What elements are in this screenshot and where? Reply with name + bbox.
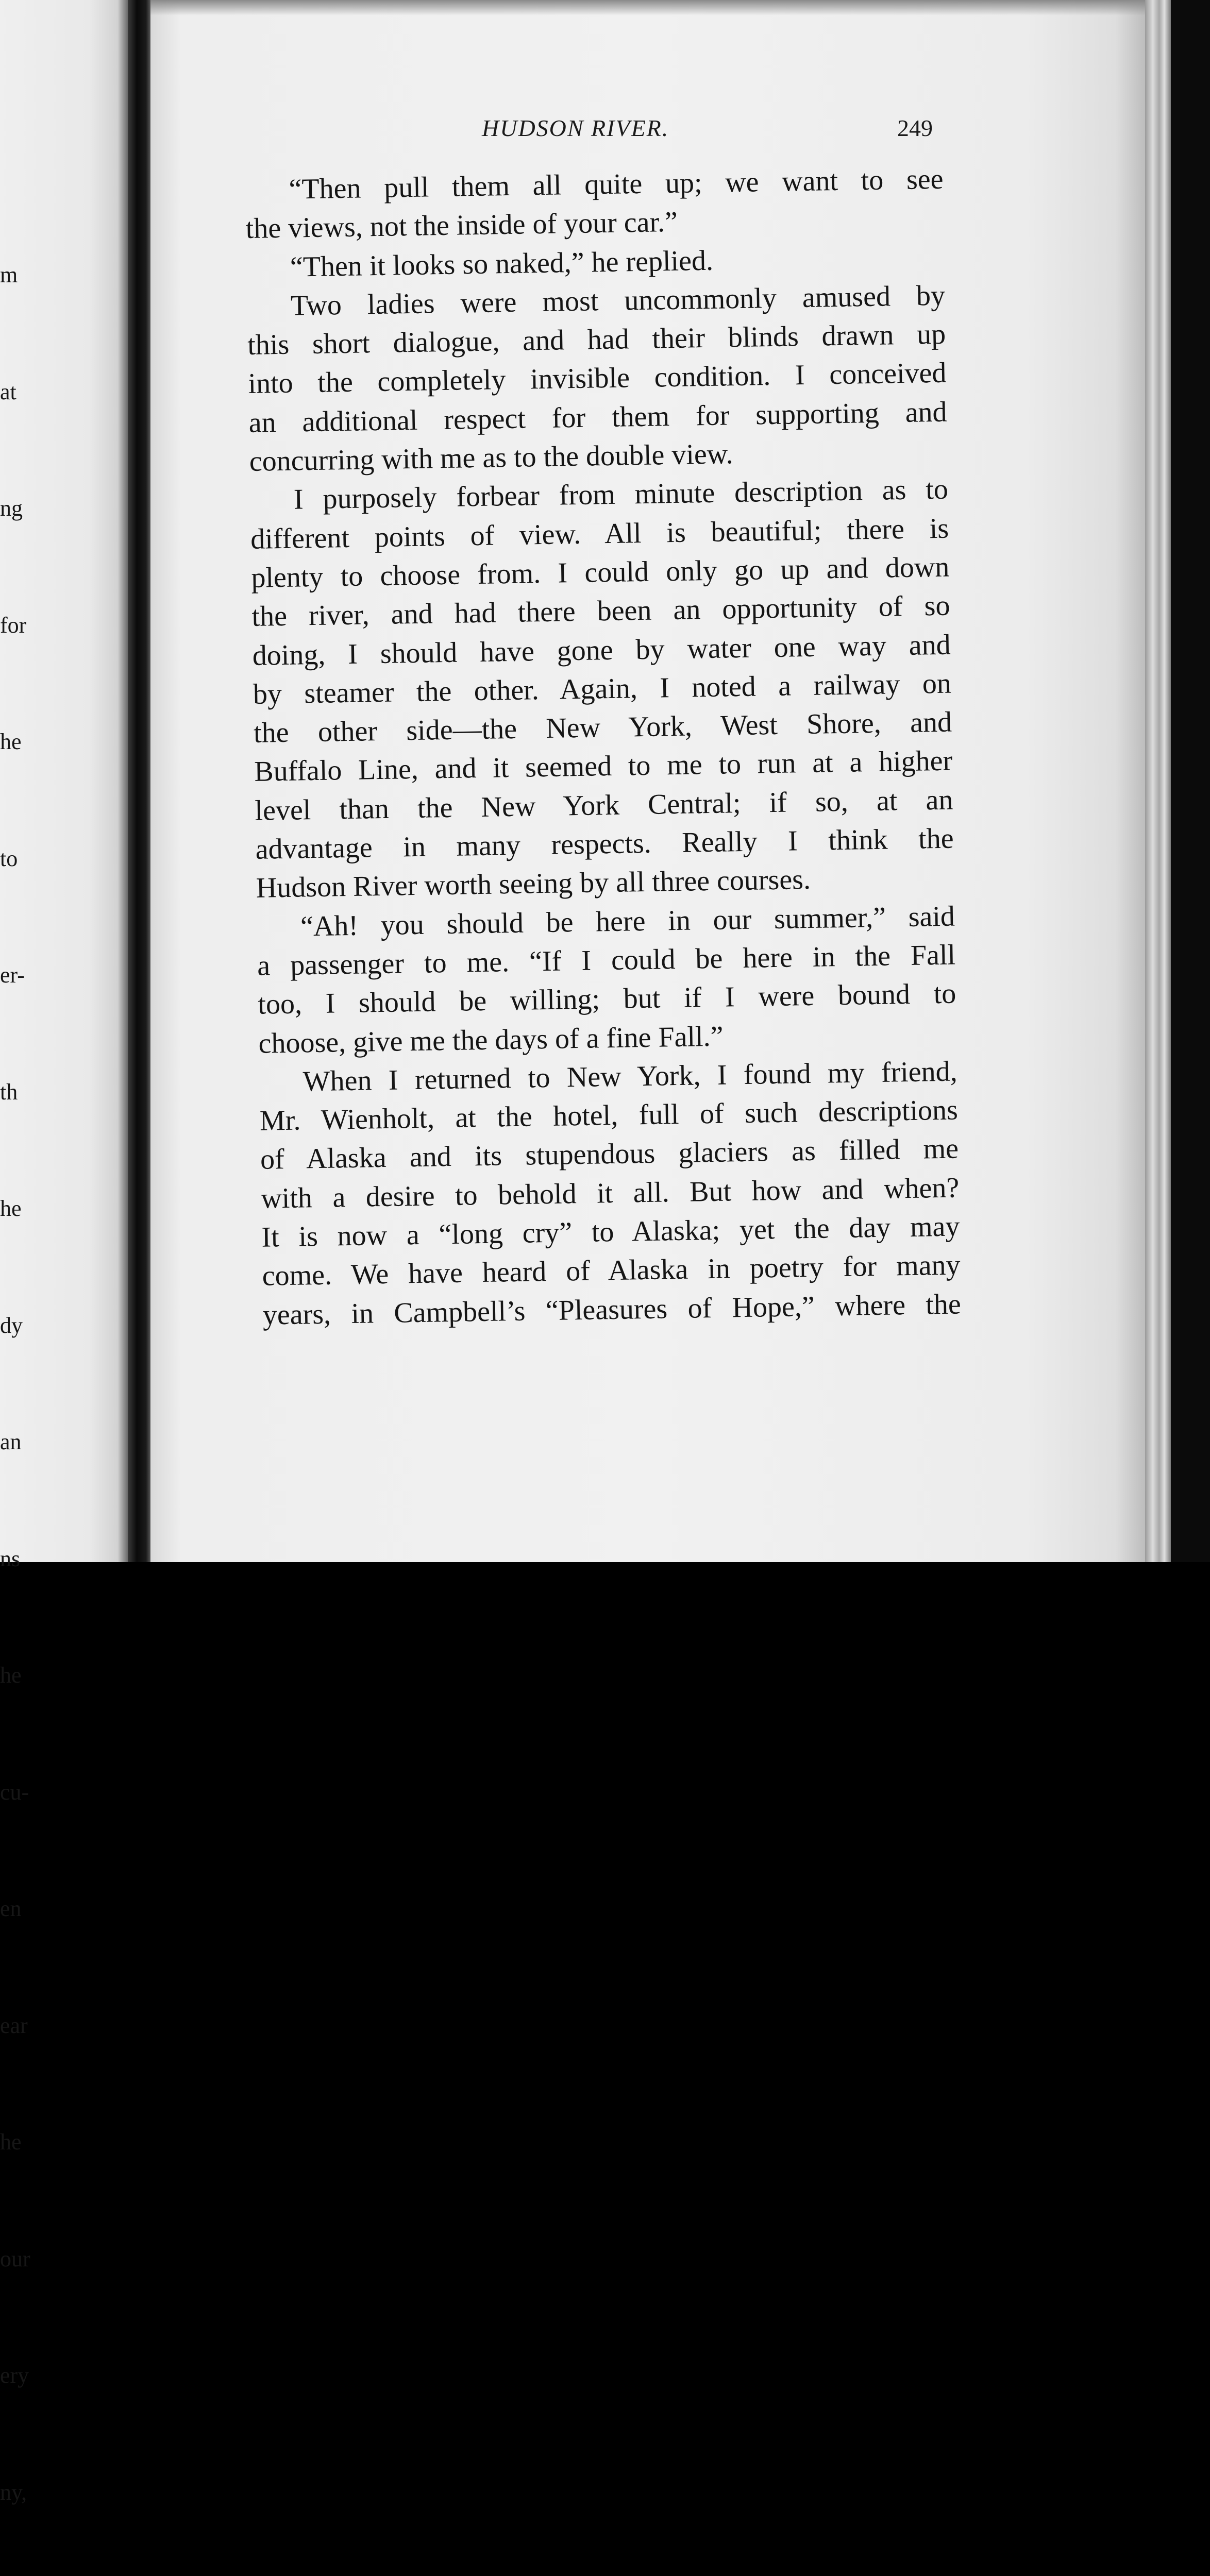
- text-line: doing, I should have gone by water one way and: [252, 629, 951, 672]
- text-line: “Then pull them all quite up; we want to see: [289, 163, 944, 206]
- left-page: [0, 0, 128, 2505]
- left-fragment: an: [0, 1429, 22, 1454]
- left-fragment: for: [0, 612, 27, 638]
- text-line: a passenger to me. “If I could be here in the Fall: [257, 939, 956, 982]
- left-fragment: m: [0, 262, 18, 287]
- text-line: different points of view. All is beautiful; there is: [250, 512, 949, 555]
- left-fragment: ng: [0, 496, 23, 521]
- text-line: When I returned to New York, I found my friend,: [302, 1055, 958, 1098]
- left-fragment: our: [0, 2246, 30, 2272]
- text-line: Hudson River worth seeing by all three courses.: [256, 863, 811, 905]
- text-line: Buffalo Line, and it seemed to me to run at a higher: [254, 745, 953, 788]
- text-line: the other side—the New York, West Shore, and: [253, 706, 952, 750]
- running-header: [482, 114, 956, 145]
- left-fragment: he: [0, 2129, 22, 2155]
- text-line: It is now a “long cry” to Alaska; yet the day may: [261, 1210, 960, 1253]
- running-title: HUDSON RIVER.: [482, 115, 669, 141]
- left-fragment: he: [0, 1196, 22, 1221]
- text-line: come. We have heard of Alaska in poetry for many: [262, 1249, 961, 1293]
- left-fragment: ear: [0, 2012, 28, 2038]
- left-fragment: er-: [0, 962, 25, 988]
- left-fragment: ny,: [0, 2479, 27, 2505]
- text-line: of Alaska and its stupendous glaciers as filled me: [260, 1132, 959, 1176]
- text-line: an additional respect for them for supporting and: [248, 396, 947, 439]
- text-line: years, in Campbell’s “Pleasures of Hope,” where the: [262, 1288, 962, 1331]
- text-line: the river, and had there been an opportunity of so: [251, 589, 950, 633]
- text-line: Two ladies were most uncommonly amused by: [290, 279, 946, 322]
- text-line: with a desire to behold it all. But how and when?: [260, 1172, 960, 1215]
- book-gutter: [128, 0, 150, 1562]
- text-line: by steamer the other. Again, I noted a railway on: [253, 667, 952, 710]
- text-line: “Ah! you should be here in our summer,” said: [300, 900, 955, 943]
- left-fragment: at: [0, 379, 16, 404]
- left-fragment: en: [0, 1896, 22, 1921]
- page-edge-stack: [1145, 0, 1171, 1562]
- left-fragment: dy: [0, 1312, 23, 1338]
- left-page-fragments: [0, 178, 57, 2576]
- left-fragment: he: [0, 729, 22, 754]
- text-line: plenty to choose from. I could only go up and down: [250, 551, 950, 594]
- right-scan-border: [1171, 0, 1210, 1562]
- text-line: I purposely forbear from minute description as to: [293, 473, 949, 516]
- left-fragment: ns: [0, 1546, 21, 1571]
- text-line: “Then it looks so naked,” he replied.: [290, 244, 714, 283]
- left-fragment: ery: [0, 2363, 29, 2388]
- text-line: too, I should be willing; but if I were bound to: [257, 977, 956, 1021]
- text-line: choose, give me the days of a fine Fall.”: [258, 1020, 724, 1060]
- left-fragment: he: [0, 1663, 22, 1688]
- page-body: [245, 160, 961, 1335]
- left-fragment: to: [0, 845, 18, 871]
- text-line: into the completely invisible condition. I conceived: [248, 357, 947, 400]
- page-top-shadow: [150, 0, 1145, 15]
- text-line: concurring with me as to the double view.: [249, 438, 734, 478]
- text-line: Mr. Wienholt, at the hotel, full of such descriptions: [259, 1094, 959, 1137]
- text-line: the views, not the inside of your car.”: [245, 206, 678, 245]
- left-fragment: th: [0, 1079, 18, 1105]
- text-line: level than the New York Central; if so, at an: [255, 784, 953, 827]
- text-line: this short dialogue, and had their blinds drawn up: [247, 318, 946, 362]
- page-number: 249: [897, 115, 933, 141]
- left-fragment: cu-: [0, 1779, 29, 1805]
- text-line: advantage in many respects. Really I think the: [255, 822, 954, 866]
